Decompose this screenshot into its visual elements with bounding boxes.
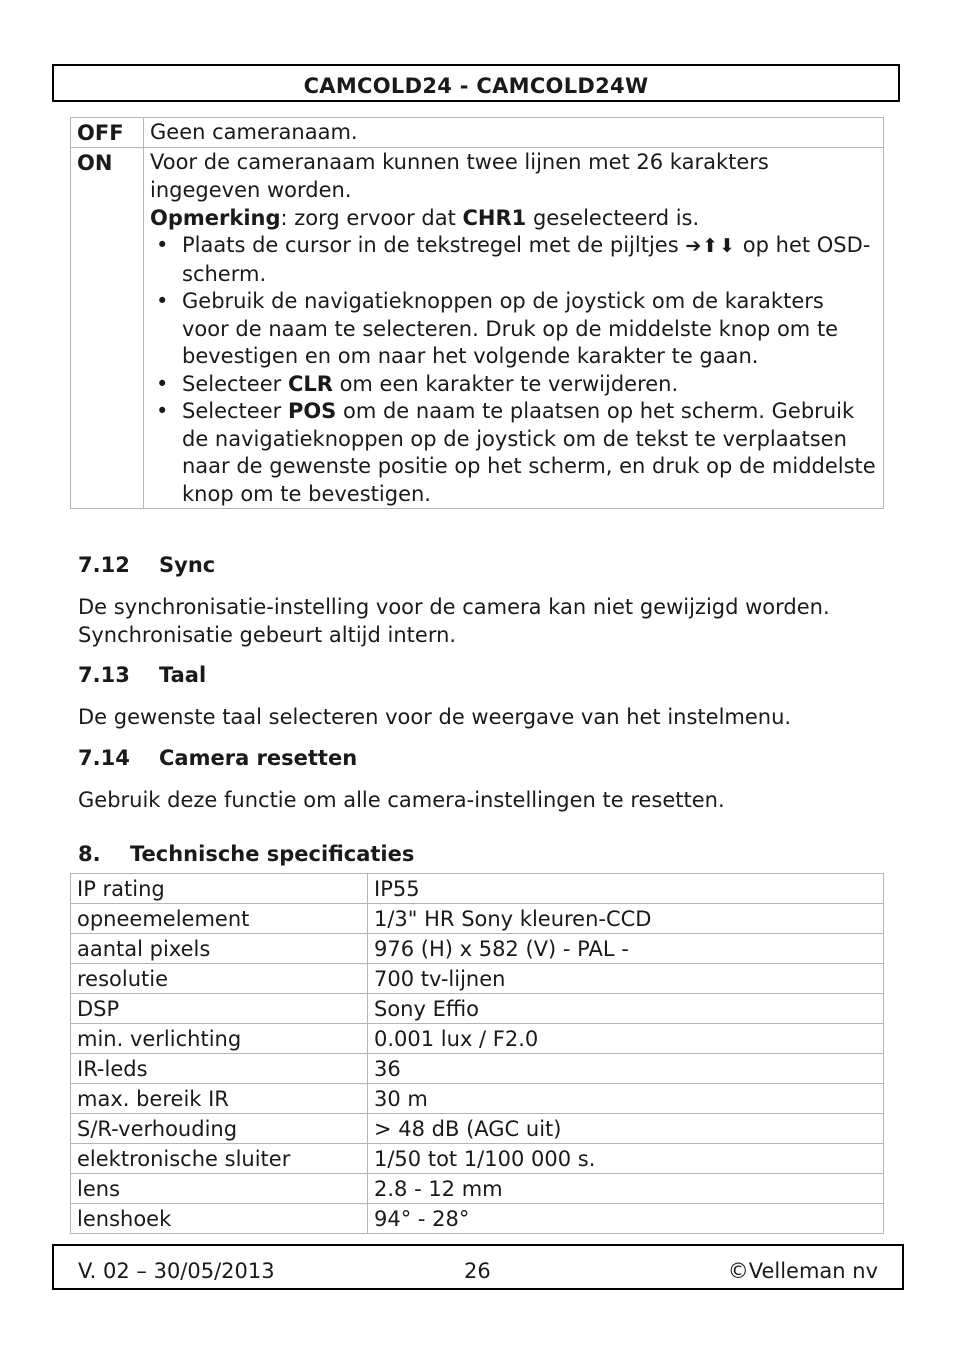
spec-key: opneemelement [71, 904, 368, 934]
spec-key: resolutie [71, 964, 368, 994]
footer-version: V. 02 – 30/05/2013 [78, 1259, 275, 1283]
table-row [71, 994, 884, 1024]
spec-value: 30 m [368, 1084, 884, 1114]
table-row [71, 1204, 884, 1234]
spec-key: max. bereik IR [71, 1084, 368, 1114]
page-header [52, 64, 900, 102]
option-table [70, 117, 884, 509]
option-desc-off: Geen cameranaam. [144, 118, 884, 148]
spec-value: 94° - 28° [368, 1204, 884, 1234]
header-title: CAMCOLD24 - CAMCOLD24W [303, 74, 649, 98]
spec-value: 2.8 - 12 mm [368, 1174, 884, 1204]
option-desc-on [144, 148, 884, 509]
list-item: • Selecteer POS om de naam te plaatsen op het scherm. Gebruik de navigatieknoppen op de joystick om de tekst te verplaatsen naar de gewenste positie op het scherm, en druk op de middelste knop om te bevestigen. [150, 398, 877, 508]
note-label: Opmerking [150, 206, 281, 230]
table-row [71, 934, 884, 964]
page-number: 26 [464, 1259, 491, 1283]
section-text-sync: De synchronisatie-instelling voor de camera kan niet gewijzigd worden. Synchronisatie gebeurt altijd intern. [78, 595, 830, 647]
list-item: • Selecteer CLR om een karakter te verwijderen. [150, 371, 877, 399]
spec-key: elektronische sluiter [71, 1144, 368, 1174]
section-text-taal: De gewenste taal selecteren voor de weergave van het instelmenu. [78, 705, 792, 729]
table-row [71, 1174, 884, 1204]
spec-key: IP rating [71, 874, 368, 904]
table-row [71, 1084, 884, 1114]
table-row [71, 118, 884, 148]
table-row [71, 964, 884, 994]
instruction-list [150, 232, 877, 508]
on-description: Voor de cameranaam kunnen twee lijnen met 26 karakters ingegeven worden. [150, 150, 769, 202]
section-heading-taal: 7.13 Taal [78, 663, 207, 687]
spec-value: IP55 [368, 874, 884, 904]
spec-key: IR-leds [71, 1054, 368, 1084]
arrow-keys-icon: ➔⬆⬇ [685, 235, 737, 257]
table-row [71, 1054, 884, 1084]
option-key-on: ON [71, 148, 144, 509]
table-row [71, 904, 884, 934]
spec-key: S/R-verhouding [71, 1114, 368, 1144]
spec-key: DSP [71, 994, 368, 1024]
spec-value: > 48 dB (AGC uit) [368, 1114, 884, 1144]
table-row [71, 874, 884, 904]
spec-value: 36 [368, 1054, 884, 1084]
spec-value: 1/50 tot 1/100 000 s. [368, 1144, 884, 1174]
footer-copyright: ©Velleman nv [727, 1259, 878, 1283]
section-heading-specs: 8. Technische specificaties [78, 842, 415, 866]
spec-value: 0.001 lux / F2.0 [368, 1024, 884, 1054]
spec-key: lens [71, 1174, 368, 1204]
spec-value: 1/3" HR Sony kleuren-CCD [368, 904, 884, 934]
page-footer [52, 1244, 904, 1290]
list-item: • Gebruik de navigatieknoppen op de joystick om de karakters voor de naam te selecteren. Druk op de middelste knop om te bevestigen en om naar het volgende karakter te gaan. [150, 288, 877, 371]
spec-value: 976 (H) x 582 (V) - PAL - [368, 934, 884, 964]
table-row [71, 1114, 884, 1144]
section-heading-sync: 7.12 Sync [78, 553, 216, 577]
option-key-off: OFF [71, 118, 144, 148]
section-heading-reset: 7.14 Camera resetten [78, 746, 358, 770]
spec-value: 700 tv-lijnen [368, 964, 884, 994]
spec-table [70, 873, 884, 1234]
spec-value: Sony Effio [368, 994, 884, 1024]
spec-key: min. verlichting [71, 1024, 368, 1054]
spec-key: lenshoek [71, 1204, 368, 1234]
table-row [71, 1144, 884, 1174]
table-row [71, 148, 884, 509]
note-line: Opmerking: zorg ervoor dat CHR1 geselecteerd is. [150, 206, 700, 230]
list-item: • Plaats de cursor in de tekstregel met de pijltjes ➔⬆⬇ op het OSD-scherm. [150, 232, 877, 288]
spec-key: aantal pixels [71, 934, 368, 964]
section-text-reset: Gebruik deze functie om alle camera-instellingen te resetten. [78, 788, 725, 812]
table-row [71, 1024, 884, 1054]
